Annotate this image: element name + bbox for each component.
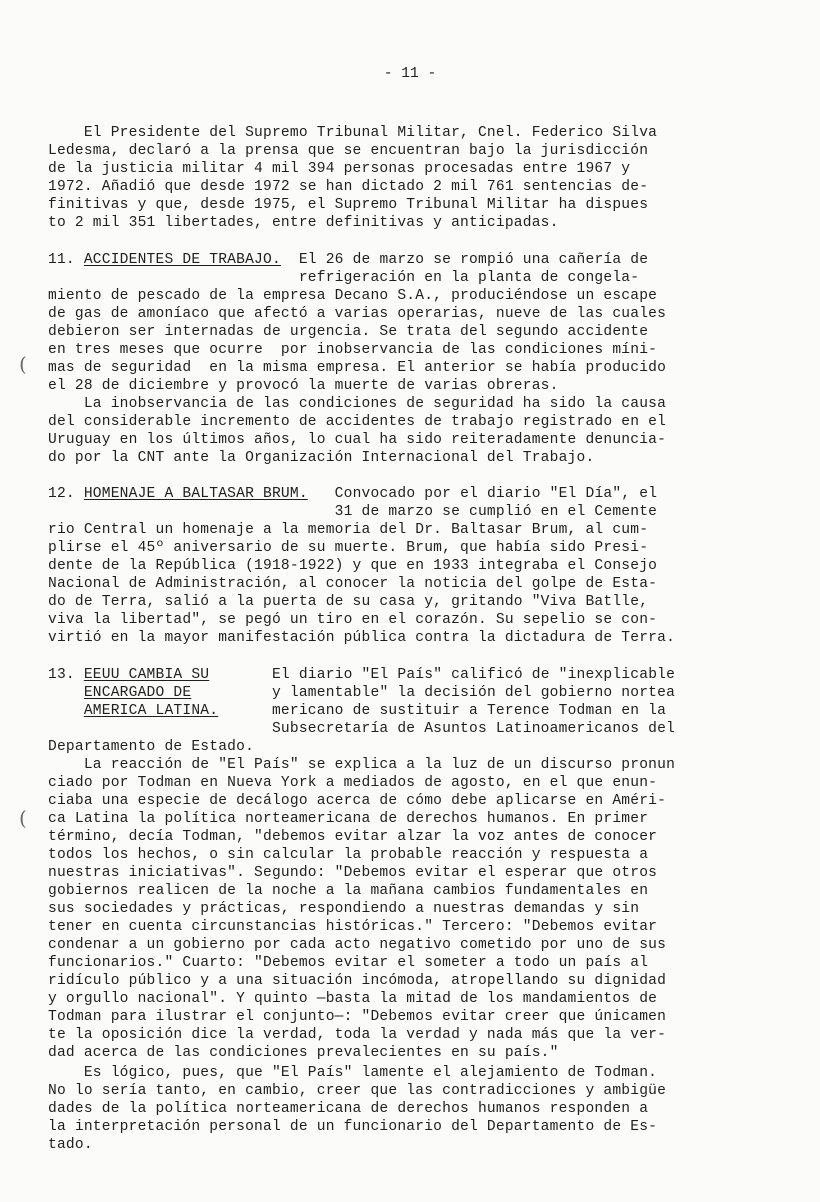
text-line: el 28 de diciembre y provocó la muerte de varias obreras. [48,378,559,394]
section-title: AMERICA LATINA. [83,703,219,719]
text-line: No lo sería tanto, en cambio, creer que las contradicciones y ambigüe [48,1083,667,1099]
text-line: finitivas y que, desde 1975, el Supremo Tribunal Militar ha dispues [48,197,649,213]
text-line: Departamento de Estado. [48,739,255,755]
text-line: la interpretación personal de un funcionario del Departamento de Es- [48,1119,658,1135]
text-line: tener en cuenta circunstancias históricas." Tercero: "Debemos evitar [48,919,658,935]
text-line: mas de seguridad en la misma empresa. El anterior se había producido [48,360,667,376]
text-line: Subsecretaría de Asuntos Latinoamericanos del [48,721,676,737]
text-line: rio Central un homenaje a la memoria del Dr. Baltasar Brum, al cum- [48,522,649,538]
text-line: ca Latina la política norteamericana de derechos humanos. En primer [48,811,649,827]
text-line: y orgullo nacional". Y quinto —basta la mitad de los mandamientos de [48,991,658,1007]
text-line: todos los hechos, o sin calcular la probable reacción y respuesta a [48,847,649,863]
text-line: do por la CNT ante la Organización Internacional del Trabajo. [48,450,595,466]
text-line: Es lógico, pues, que "El País" lamente el alejamiento de Todman. [48,1065,658,1081]
text-line: ciaba una especie de decálogo acerca de cómo debe aplicarse en Améri- [48,793,667,809]
text-line: El Presidente del Supremo Tribunal Militar, Cnel. Federico Silva [48,125,658,141]
section-heading-line: AMERICA LATINA. mericano de sustituir a Terence Todman en la [83,703,667,719]
text-line: dente de la República (1918-1922) y que en 1933 integraba el Consejo [48,558,658,574]
text-line: plirse el 45º aniversario de su muerte. Brum, que había sido Presi- [48,540,649,556]
text-line: tado. [48,1137,93,1153]
section-title: HOMENAJE A BALTASAR BRUM. [83,486,308,502]
text-line: de gas de amoníaco que afectó a varias operarias, nueve de las cuales [48,306,667,322]
text-line: condenar a un gobierno por cada acto negativo cometido por uno de sus [48,937,667,953]
text-line: Todman para ilustrar el conjunto—: "Debemos evitar creer que únicamen [48,1009,667,1025]
section-heading-line: 12. HOMENAJE A BALTASAR BRUM. Convocado por el diario "El Día", el [48,486,658,502]
section-heading-line: ENCARGADO DE y lamentable" la decisión del gobierno nortea [83,685,676,701]
text-line: La reacción de "El País" se explica a la luz de un discurso pronun [48,757,676,773]
text-line: ciado por Todman en Nueva York a mediados de agosto, en el que enun- [48,775,658,791]
text-line: miento de pescado de la empresa Decano S.A., produciéndose un escape [48,288,658,304]
text-line: debieron ser internadas de urgencia. Se trata del segundo accidente [48,324,649,340]
text-line: funcionarios." Cuarto: "Debemos evitar el someter a todo un país al [48,955,649,971]
text-line: refrigeración en la planta de congela- [48,270,640,286]
text-line: do de Terra, salió a la puerta de su casa y, gritando "Viva Batlle, [48,594,649,610]
section-heading-line: 11. ACCIDENTES DE TRABAJO. El 26 de marzo se rompió una cañería de [48,252,649,268]
text-line: La inobservancia de las condiciones de seguridad ha sido la causa [48,396,667,412]
text-line: 1972. Añadió que desde 1972 se han dictado 2 mil 761 sentencias de- [48,179,649,195]
text-line: ridículo público y a una situación incómoda, atropellando su dignidad [48,973,667,989]
section-title: ACCIDENTES DE TRABAJO. [83,252,281,268]
text-line: nuestras iniciativas". Segundo: "Debemos evitar el esperar que otros [48,865,658,881]
section-title: ENCARGADO DE [83,685,192,701]
margin-mark: ( [19,806,27,830]
text-line: Ledesma, declaró a la prensa que se encuentran bajo la jurisdicción [48,143,649,159]
text-line: viva la libertad", se pegó un tiro en el corazón. Su sepelio se con- [48,612,658,628]
text-line: Uruguay en los últimos años, lo cual ha sido reiteradamente denuncia- [48,432,667,448]
text-line: gobiernos realicen de la noche a la mañana cambios fundamentales en [48,883,649,899]
margin-mark: ( [19,352,27,376]
text-line: de la justicia militar 4 mil 394 personas procesadas entre 1967 y [48,161,631,177]
text-line: sus sociedades y prácticas, respondiendo a nuestras demandas y sin [48,901,640,917]
text-line: Nacional de Administración, al conocer la noticia del golpe de Esta- [48,576,658,592]
page-number: - 11 - [383,66,437,82]
text-line: virtió en la mayor manifestación pública contra la dictadura de Terra. [48,630,676,646]
section-title: EEUU CAMBIA SU [83,667,210,683]
text-line: dad acerca de las condiciones prevalecientes en su país." [48,1045,559,1061]
section-heading-line: 13. EEUU CAMBIA SU El diario "El País" calificó de "inexplicable [48,667,676,683]
text-line: to 2 mil 351 libertades, entre definitivas y anticipadas. [48,215,559,231]
text-line: te la oposición dice la verdad, toda la verdad y nada más que la ver- [48,1027,667,1043]
text-line: dades de la política norteamericana de derechos humanos responden a [48,1101,649,1117]
text-line: término, decía Todman, "debemos evitar alzar la voz antes de conocer [48,829,658,845]
text-line: del considerable incremento de accidentes de trabajo registrado en el [48,414,667,430]
text-line: en tres meses que ocurre por inobservancia de las condiciones míni- [48,342,658,358]
text-line: 31 de marzo se cumplió en el Cemente [48,504,658,520]
